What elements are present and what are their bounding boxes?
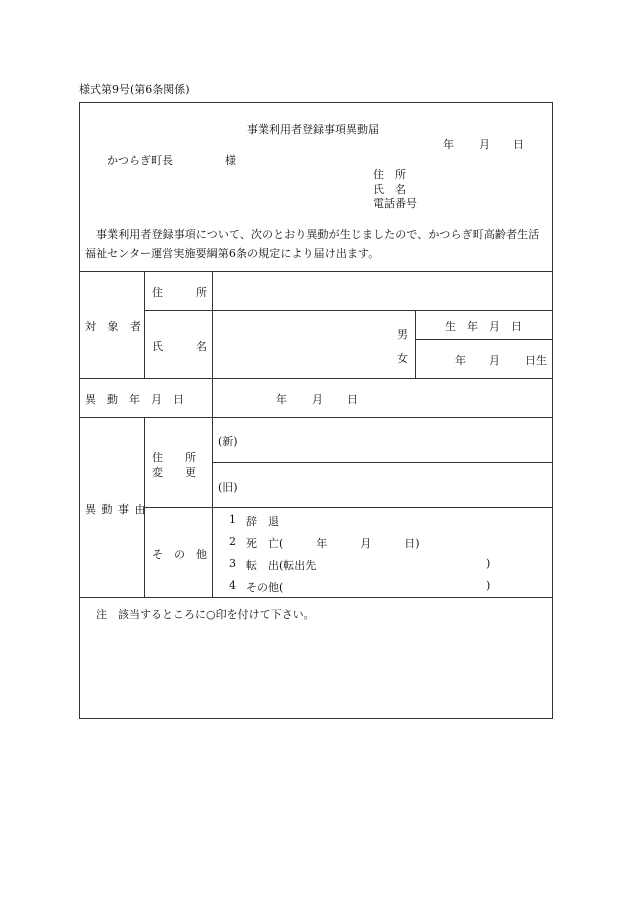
date-month: 月 xyxy=(479,138,490,151)
line-addrchange-bottom xyxy=(144,507,553,508)
line-birth-mid xyxy=(415,339,553,340)
option-2-num: 2 xyxy=(229,535,236,548)
line-reason-bottom xyxy=(79,597,553,598)
address-label-b: 所 xyxy=(196,286,207,299)
form-title: 事業利用者登録事項異動届 xyxy=(247,123,379,136)
option-4-text[interactable]: その他( xyxy=(246,581,284,594)
line-date-bottom xyxy=(79,417,553,418)
address-change-label-2: 変 更 xyxy=(152,466,196,479)
other-label: そ の 他 xyxy=(152,548,207,561)
birth-day: 日生 xyxy=(525,354,547,367)
option-3-close: ) xyxy=(486,557,491,570)
reason-label: 異 動 事 由 xyxy=(85,503,147,516)
option-2-text[interactable]: 死 亡( 年 月 日) xyxy=(246,537,420,550)
option-3-num: 3 xyxy=(229,557,236,570)
vline-subject-2 xyxy=(212,271,213,378)
form-number-label: 様式第9号(第6条関係) xyxy=(79,83,190,96)
name-label-b: 名 xyxy=(196,340,207,353)
birth-month: 月 xyxy=(489,354,500,367)
address-change-label-1: 住 所 xyxy=(152,451,196,464)
note-text: 注 該当するところに○印を付けて下さい。 xyxy=(96,608,315,621)
applicant-name-label: 氏 名 xyxy=(373,183,406,196)
change-date-label: 異 動 年 月 日 xyxy=(85,393,184,406)
line-address-bottom xyxy=(144,310,553,311)
addressee-name: かつらぎ町長 xyxy=(107,154,173,167)
applicant-phone-label: 電話番号 xyxy=(373,197,417,210)
birth-header: 生 年 月 日 xyxy=(445,320,522,333)
subject-label: 対 象 者 xyxy=(85,320,145,333)
gender-male[interactable]: 男 xyxy=(397,328,408,341)
option-3-text[interactable]: 転 出(転出先 xyxy=(246,559,317,572)
option-1-num: 1 xyxy=(229,513,236,526)
line-subject-bottom xyxy=(79,378,553,379)
change-month: 月 xyxy=(312,393,323,406)
addressee-honorific: 様 xyxy=(225,154,236,167)
form-frame xyxy=(79,102,553,719)
line-new-bottom xyxy=(212,462,553,463)
change-year: 年 xyxy=(276,393,287,406)
option-1-text[interactable]: 辞 退 xyxy=(246,515,279,528)
applicant-address-label: 住 所 xyxy=(373,168,406,181)
new-address-label: (新) xyxy=(218,435,238,448)
birth-year: 年 xyxy=(455,354,466,367)
change-day: 日 xyxy=(347,393,358,406)
name-label-a: 氏 xyxy=(152,340,163,353)
vline-date xyxy=(212,378,213,417)
address-label-a: 住 xyxy=(152,286,163,299)
vline-birth xyxy=(415,310,416,378)
gender-female[interactable]: 女 xyxy=(397,352,408,365)
table-top-line xyxy=(79,271,553,272)
old-address-label: (旧) xyxy=(218,481,238,494)
declaration-text: 事業利用者登録事項について、次のとおり異動が生じましたので、かつらぎ町高齢者生活福祉センター運営実施要綱第6条の規定により届け出ます。 xyxy=(85,228,540,260)
option-4-close: ) xyxy=(486,579,491,592)
date-year: 年 xyxy=(443,138,454,151)
date-day: 日 xyxy=(513,138,524,151)
option-4-num: 4 xyxy=(229,579,236,592)
vline-reason-2 xyxy=(212,417,213,597)
